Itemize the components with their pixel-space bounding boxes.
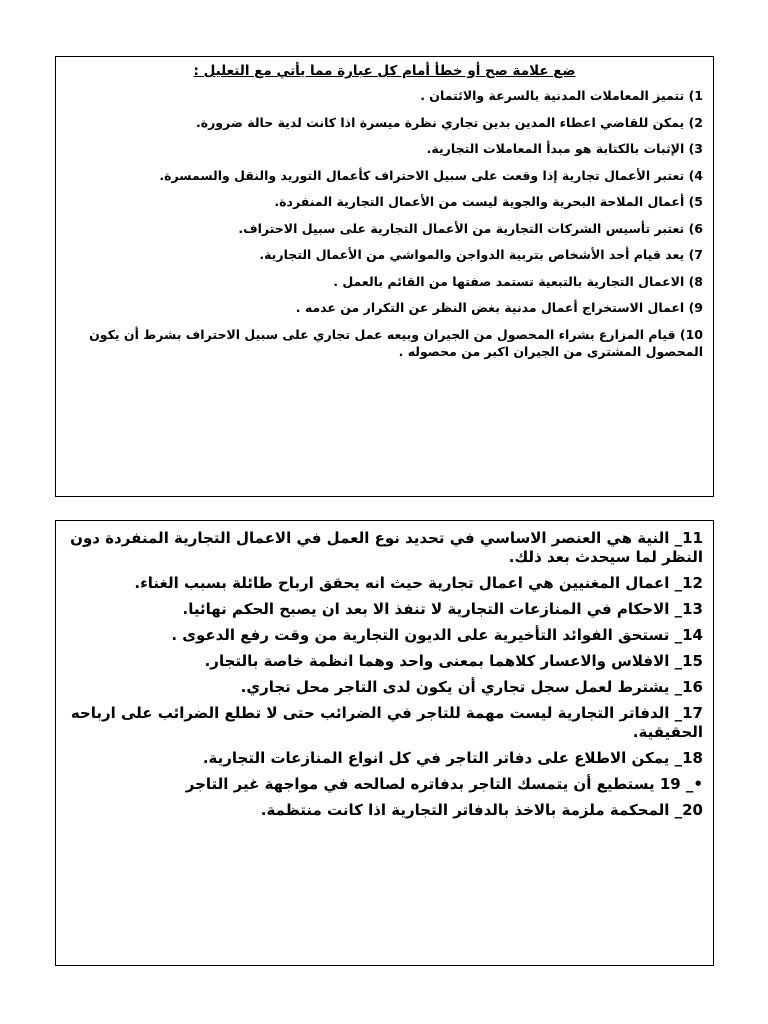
question-4: 4) تعتبر الأعمال تجارية إذا وقعت على سبيل الاحتراف كأعمال التوريد والنقل والسمسرة. bbox=[159, 167, 703, 183]
question-5: 5) أعمال الملاحة البحرية والجوية ليست من الأعمال التجارية المنفردة. bbox=[274, 194, 703, 209]
true-false-section bbox=[55, 56, 714, 497]
question-9: 9) اعمال الاستخراج أعمال مدنية بغض النظر عن التكرار من عدمه . bbox=[295, 300, 703, 315]
question-15: 15_ الافلاس والاعسار كلاهما بمعنى واحد وهما انظمة خاصة بالتجار. bbox=[204, 652, 703, 670]
statements-section bbox=[55, 520, 714, 966]
question-13: 13_ الاحكام في المنازعات التجارية لا تنفذ الا بعد ان يصبح الحكم نهائيا. bbox=[182, 600, 703, 618]
question-17: 17_ الدفاتر التجارية ليست مهمة للتاجر في الضرائب حتى لا تطلع الضرائب على ارباحه الحقيقية. bbox=[70, 704, 703, 741]
question-12: 12_ اعمال المغنيين هي اعمال تجارية حيث انه يحقق ارباح طائلة بسبب الغناء. bbox=[134, 574, 703, 592]
question-10: 10) قيام المزارع بشراء المحصول من الجيران وبيعه عمل تجاري على سبيل الاحتراف بشرط أن يكون المحصول المشترى من الجيران اكبر من محصوله . bbox=[89, 326, 703, 359]
question-14: 14_ تستحق الفوائد التأخيرية على الديون التجارية من وقت رفع الدعوى . bbox=[171, 626, 703, 644]
question-2: 2) يمكن للقاضي اعطاء المدين بدين تجاري نظرة ميسرة اذا كانت لدية حالة ضرورة. bbox=[195, 114, 703, 130]
question-19: •_ 19 يستطيع أن يتمسك التاجر بدفاتره لصالحه في مواجهة غير التاجر bbox=[185, 775, 703, 793]
question-3: 3) الإثبات بالكتابة هو مبدأ المعاملات التجارية. bbox=[426, 141, 703, 156]
question-11: 11_ النية هي العنصر الاساسي في تحديد نوع العمل في الاعمال التجارية المنفردة دون النظر لما سيحدث بعد ذلك. bbox=[70, 529, 703, 566]
question-16: 16_ يشترط لعمل سجل تجاري أن يكون لدى التاجر محل تجاري. bbox=[240, 678, 703, 696]
section-title: ضع علامة صح أو خطأ أمام كل عبارة مما يأتي مع التعليل : bbox=[193, 63, 576, 79]
question-8: 8) الاعمال التجارية بالتبعية تستمد صفتها من القائم بالعمل . bbox=[333, 273, 703, 289]
question-1: 1) تتميز المعاملات المدنية بالسرعة والائتمان . bbox=[420, 88, 703, 103]
question-20: 20_ المحكمة ملزمة بالاخذ بالدفاتر التجارية اذا كانت منتظمة. bbox=[260, 801, 703, 819]
question-7: 7) يعد قيام أحد الأشخاص بتربية الدواجن والمواشي من الأعمال التجارية. bbox=[259, 247, 703, 262]
question-6: 6) تعتبر تأسيس الشركات التجارية من الأعمال التجارية على سبيل الاحتراف. bbox=[238, 220, 703, 236]
question-18: 18_ يمكن الاطلاع على دفاتر التاجر في كل انواع المنازعات التجارية. bbox=[202, 749, 703, 767]
